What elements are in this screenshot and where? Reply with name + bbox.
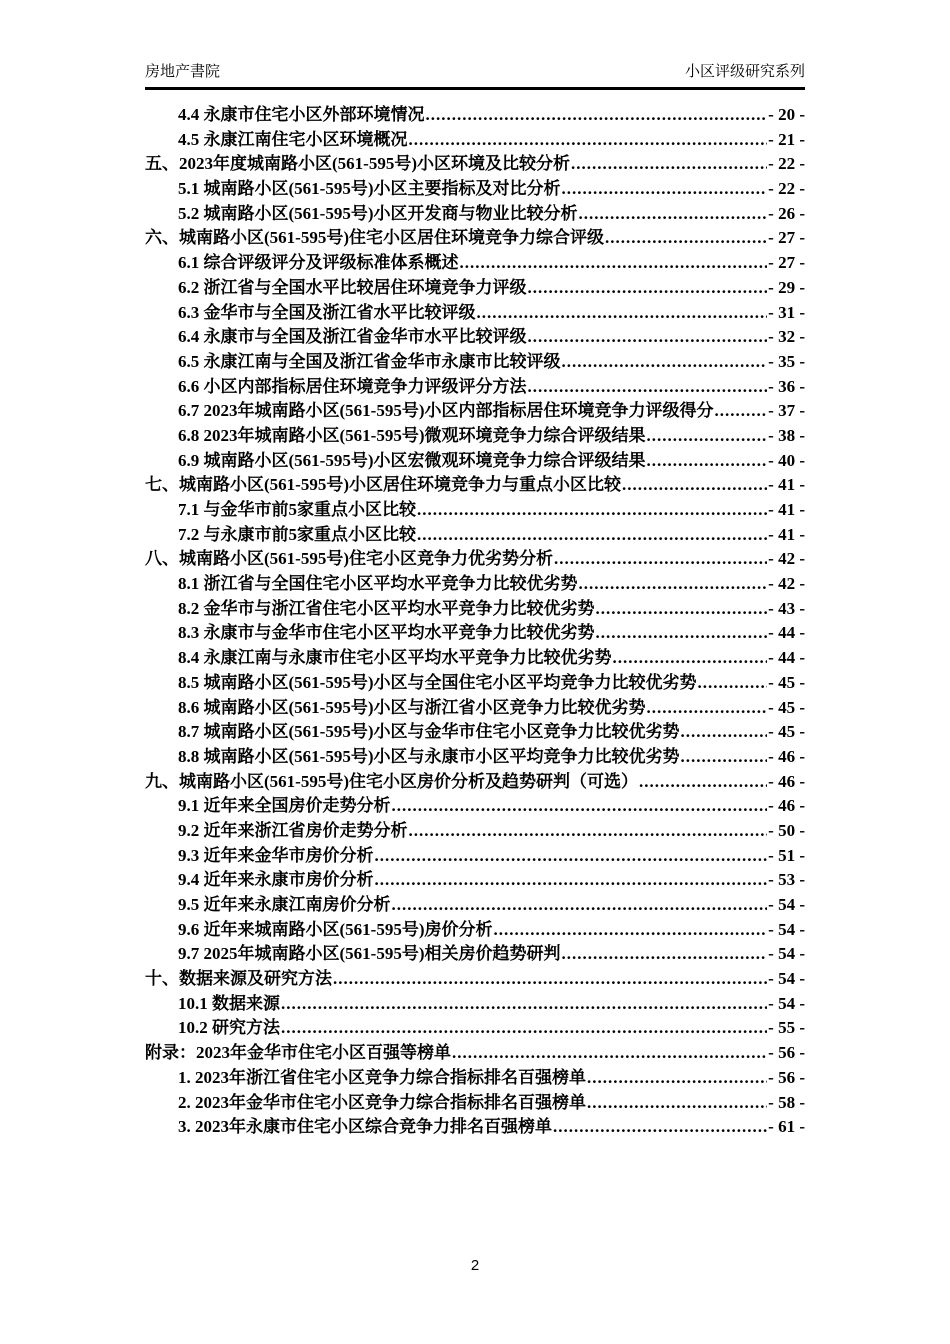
toc-entry-label: 1. 2023年浙江省住宅小区竞争力综合指标排名百强榜单	[178, 1067, 586, 1087]
toc-entry[interactable]	[145, 646, 805, 671]
toc-entry-page-number: - 32 -	[768, 327, 805, 347]
toc-entry-page-number: - 35 -	[768, 351, 805, 371]
toc-entry-page-number: - 56 -	[768, 1067, 805, 1087]
toc-leader-dots	[646, 424, 767, 449]
toc-leader-dots	[528, 375, 768, 400]
toc-entry[interactable]	[145, 1066, 805, 1091]
toc-entry[interactable]	[145, 276, 805, 301]
toc-entry-label: 4.4 永康市住宅小区外部环境情况	[178, 105, 425, 124]
toc-leader-dots	[392, 794, 768, 819]
toc-entry[interactable]	[145, 251, 805, 276]
table-of-contents	[145, 103, 805, 1140]
toc-leader-dots	[561, 942, 767, 967]
toc-entry[interactable]	[145, 128, 805, 153]
toc-entry-label: 10.2 研究方法	[178, 1018, 280, 1038]
toc-leader-dots	[409, 819, 768, 844]
toc-entry[interactable]	[145, 1041, 805, 1066]
toc-entry-page-number: - 54 -	[768, 919, 805, 939]
toc-leader-dots	[646, 449, 767, 474]
toc-entry-label: 6.8 2023年城南路小区(561-595号)微观环境竞争力综合评级结果	[178, 425, 646, 445]
toc-entry[interactable]	[145, 844, 805, 869]
toc-leader-dots	[579, 572, 768, 597]
toc-leader-dots	[714, 399, 767, 424]
toc-leader-dots	[680, 745, 767, 770]
toc-entry-label: 9.2 近年来浙江省房价走势分析	[178, 820, 408, 840]
toc-entry-label: 8.6 城南路小区(561-595号)小区与浙江省小区竞争力比较优劣势	[178, 697, 646, 717]
toc-entry-page-number: - 37 -	[768, 401, 805, 421]
toc-entry-label: 6.7 2023年城南路小区(561-595号)小区内部指标居住环境竞争力评级得分	[178, 401, 714, 421]
toc-entry-label: 8.8 城南路小区(561-595号)小区与永康市小区平均竞争力比较优劣势	[178, 746, 680, 766]
header-left-title: 房地产書院	[145, 64, 221, 80]
toc-entry-page-number: - 41 -	[768, 524, 805, 544]
toc-entry-label: 6.1 综合评级评分及评级标准体系概述	[178, 253, 459, 273]
toc-entry-page-number: - 46 -	[768, 796, 805, 816]
toc-entry-page-number: - 50 -	[768, 820, 805, 840]
toc-entry-page-number: - 61 -	[768, 1117, 805, 1137]
toc-entry-page-number: - 40 -	[768, 450, 805, 470]
toc-leader-dots	[281, 992, 767, 1017]
toc-entry[interactable]	[145, 177, 805, 202]
toc-entry[interactable]	[145, 1115, 805, 1140]
toc-leader-dots	[528, 276, 768, 301]
toc-entry[interactable]	[145, 523, 805, 548]
toc-entry-label: 10.1 数据来源	[178, 993, 280, 1013]
toc-entry-label: 五、2023年度城南路小区(561-595号)小区环境及比较分析	[145, 154, 570, 174]
toc-leader-dots	[528, 325, 768, 350]
toc-entry[interactable]	[145, 399, 805, 424]
toc-entry[interactable]	[145, 918, 805, 943]
toc-entry-page-number: - 20 -	[768, 105, 805, 124]
toc-entry[interactable]	[145, 1016, 805, 1041]
toc-entry[interactable]	[145, 226, 805, 251]
toc-entry-page-number: - 43 -	[768, 598, 805, 618]
toc-entry-page-number: - 58 -	[768, 1092, 805, 1112]
toc-entry-page-number: - 41 -	[768, 500, 805, 519]
toc-entry-page-number: - 54 -	[768, 895, 805, 914]
toc-entry-page-number: - 42 -	[768, 549, 805, 569]
toc-entry[interactable]	[145, 498, 805, 523]
toc-entry-page-number: - 38 -	[768, 425, 805, 445]
toc-leader-dots	[554, 547, 767, 572]
toc-entry-label: 5.1 城南路小区(561-595号)小区主要指标及对比分析	[178, 179, 561, 199]
toc-entry[interactable]	[145, 992, 805, 1017]
toc-entry-page-number: - 44 -	[768, 648, 805, 668]
toc-entry-label: 6.2 浙江省与全国水平比较居住环境竞争力评级	[178, 277, 527, 297]
toc-entry-label: 8.4 永康江南与永康市住宅小区平均水平竞争力比较优劣势	[178, 648, 612, 668]
toc-entry-page-number: - 29 -	[768, 277, 805, 297]
toc-entry-label: 8.1 浙江省与全国住宅小区平均水平竞争力比较优劣势	[178, 574, 578, 594]
toc-entry[interactable]	[145, 720, 805, 745]
toc-entry-label: 十、数据来源及研究方法	[145, 969, 332, 989]
toc-entry-label: 7.2 与永康市前5家重点小区比较	[178, 524, 416, 544]
toc-entry-label: 7.1 与金华市前5家重点小区比较	[178, 500, 416, 519]
toc-entry-label: 5.2 城南路小区(561-595号)小区开发商与物业比较分析	[178, 203, 578, 223]
toc-entry[interactable]	[145, 572, 805, 597]
toc-entry[interactable]	[145, 819, 805, 844]
toc-entry[interactable]	[145, 671, 805, 696]
toc-entry-page-number: - 55 -	[768, 1018, 805, 1038]
toc-entry-page-number: - 27 -	[768, 253, 805, 273]
toc-entry-page-number: - 22 -	[768, 179, 805, 199]
toc-leader-dots	[409, 128, 768, 153]
toc-entry-page-number: - 54 -	[768, 944, 805, 964]
toc-leader-dots	[417, 498, 767, 523]
toc-leader-dots	[281, 1016, 767, 1041]
toc-entry[interactable]	[145, 375, 805, 400]
toc-entry[interactable]	[145, 967, 805, 992]
toc-entry-label: 6.4 永康市与全国及浙江省金华市水平比较评级	[178, 327, 527, 347]
toc-leader-dots	[571, 152, 767, 177]
toc-entry-page-number: - 46 -	[768, 771, 805, 791]
toc-entry-page-number: - 27 -	[768, 228, 805, 248]
toc-leader-dots	[477, 301, 768, 326]
toc-entry-page-number: - 45 -	[768, 672, 805, 692]
toc-entry[interactable]	[145, 770, 805, 795]
toc-entry-label: 九、城南路小区(561-595号)住宅小区房价分析及趋势研判（可选）	[145, 771, 638, 791]
toc-entry-page-number: - 45 -	[768, 722, 805, 742]
toc-entry[interactable]	[145, 942, 805, 967]
toc-entry-page-number: - 22 -	[768, 154, 805, 174]
toc-entry[interactable]	[145, 868, 805, 893]
toc-entry[interactable]	[145, 103, 805, 128]
toc-entry-label: 9.5 近年来永康江南房价分析	[178, 895, 391, 914]
toc-entry[interactable]	[145, 350, 805, 375]
toc-entry-page-number: - 41 -	[768, 475, 805, 495]
toc-leader-dots	[596, 621, 768, 646]
toc-leader-dots	[646, 696, 767, 721]
toc-entry-label: 9.6 近年来城南路小区(561-595号)房价分析	[178, 919, 493, 939]
toc-entry-label: 6.9 城南路小区(561-595号)小区宏微观环境竞争力综合评级结果	[178, 450, 646, 470]
toc-entry[interactable]	[145, 794, 805, 819]
toc-entry-label: 6.3 金华市与全国及浙江省水平比较评级	[178, 302, 476, 322]
toc-entry-label: 8.7 城南路小区(561-595号)小区与金华市住宅小区竞争力比较优劣势	[178, 722, 680, 742]
toc-entry-page-number: - 36 -	[768, 376, 805, 396]
toc-entry[interactable]	[145, 1091, 805, 1116]
toc-entry-page-number: - 42 -	[768, 574, 805, 594]
page-footer	[0, 1257, 950, 1274]
toc-entry-label: 8.5 城南路小区(561-595号)小区与全国住宅小区平均竞争力比较优劣势	[178, 672, 697, 692]
toc-entry-page-number: - 26 -	[768, 203, 805, 223]
toc-leader-dots	[605, 226, 767, 251]
toc-entry-label: 9.4 近年来永康市房价分析	[178, 870, 374, 890]
toc-leader-dots	[622, 473, 767, 498]
toc-leader-dots	[333, 967, 767, 992]
toc-leader-dots	[417, 523, 767, 548]
toc-leader-dots	[587, 1091, 767, 1116]
toc-entry-page-number: - 44 -	[768, 623, 805, 643]
toc-entry-page-number: - 46 -	[768, 746, 805, 766]
toc-entry[interactable]	[145, 325, 805, 350]
toc-entry[interactable]	[145, 893, 805, 918]
toc-leader-dots	[639, 770, 767, 795]
toc-leader-dots	[553, 1115, 767, 1140]
toc-entry-page-number: - 45 -	[768, 697, 805, 717]
toc-entry-page-number: - 51 -	[768, 845, 805, 865]
toc-entry[interactable]	[145, 301, 805, 326]
toc-entry-label: 9.1 近年来全国房价走势分析	[178, 796, 391, 816]
toc-leader-dots	[596, 597, 768, 622]
toc-entry[interactable]	[145, 696, 805, 721]
toc-entry-label: 六、城南路小区(561-595号)住宅小区居住环境竞争力综合评级	[145, 228, 604, 248]
toc-entry-label: 8.3 永康市与金华市住宅小区平均水平竞争力比较优劣势	[178, 623, 595, 643]
toc-entry-page-number: - 31 -	[768, 302, 805, 322]
footer-page-number: 2	[470, 1257, 480, 1274]
toc-entry-label: 八、城南路小区(561-595号)住宅小区竞争力优劣势分析	[145, 549, 553, 569]
toc-entry-page-number: - 54 -	[768, 969, 805, 989]
page-header	[145, 60, 805, 90]
toc-entry-page-number: - 53 -	[768, 870, 805, 890]
toc-entry-label: 附录：2023年金华市住宅小区百强等榜单	[145, 1043, 451, 1063]
header-right-title: 小区评级研究系列	[684, 64, 805, 80]
toc-entry[interactable]	[145, 449, 805, 474]
toc-leader-dots	[587, 1066, 767, 1091]
toc-leader-dots	[392, 893, 768, 918]
toc-leader-dots	[493, 918, 767, 943]
toc-entry-page-number: - 56 -	[768, 1043, 805, 1063]
toc-entry-label: 6.6 小区内部指标居住环境竞争力评级评分方法	[178, 376, 527, 396]
toc-entry[interactable]	[145, 152, 805, 177]
toc-entry-label: 6.5 永康江南与全国及浙江省金华市永康市比较评级	[178, 351, 561, 371]
toc-entry[interactable]	[145, 745, 805, 770]
toc-entry-label: 七、城南路小区(561-595号)小区居住环境竞争力与重点小区比较	[145, 475, 621, 495]
toc-leader-dots	[613, 646, 768, 671]
toc-entry[interactable]	[145, 597, 805, 622]
toc-leader-dots	[460, 251, 768, 276]
toc-entry-label: 2. 2023年金华市住宅小区竞争力综合指标排名百强榜单	[178, 1092, 586, 1112]
toc-entry[interactable]	[145, 424, 805, 449]
toc-leader-dots	[375, 844, 768, 869]
toc-entry-label: 9.3 近年来金华市房价分析	[178, 845, 374, 865]
toc-entry[interactable]	[145, 621, 805, 646]
toc-entry-label: 3. 2023年永康市住宅小区综合竞争力排名百强榜单	[178, 1117, 552, 1137]
toc-entry-label: 8.2 金华市与浙江省住宅小区平均水平竞争力比较优劣势	[178, 598, 595, 618]
toc-entry-label: 9.7 2025年城南路小区(561-595号)相关房价趋势研判	[178, 944, 561, 964]
toc-entry[interactable]	[145, 547, 805, 572]
toc-entry-label: 4.5 永康江南住宅小区环境概况	[178, 129, 408, 149]
toc-leader-dots	[578, 202, 767, 227]
toc-entry-page-number: - 54 -	[768, 993, 805, 1013]
toc-leader-dots	[426, 103, 768, 128]
toc-leader-dots	[680, 720, 767, 745]
toc-entry[interactable]	[145, 473, 805, 498]
toc-leader-dots	[452, 1041, 767, 1066]
toc-leader-dots	[697, 671, 767, 696]
toc-leader-dots	[375, 868, 768, 893]
toc-entry[interactable]	[145, 202, 805, 227]
toc-entry-page-number: - 21 -	[768, 129, 805, 149]
toc-leader-dots	[561, 177, 767, 202]
toc-leader-dots	[562, 350, 768, 375]
